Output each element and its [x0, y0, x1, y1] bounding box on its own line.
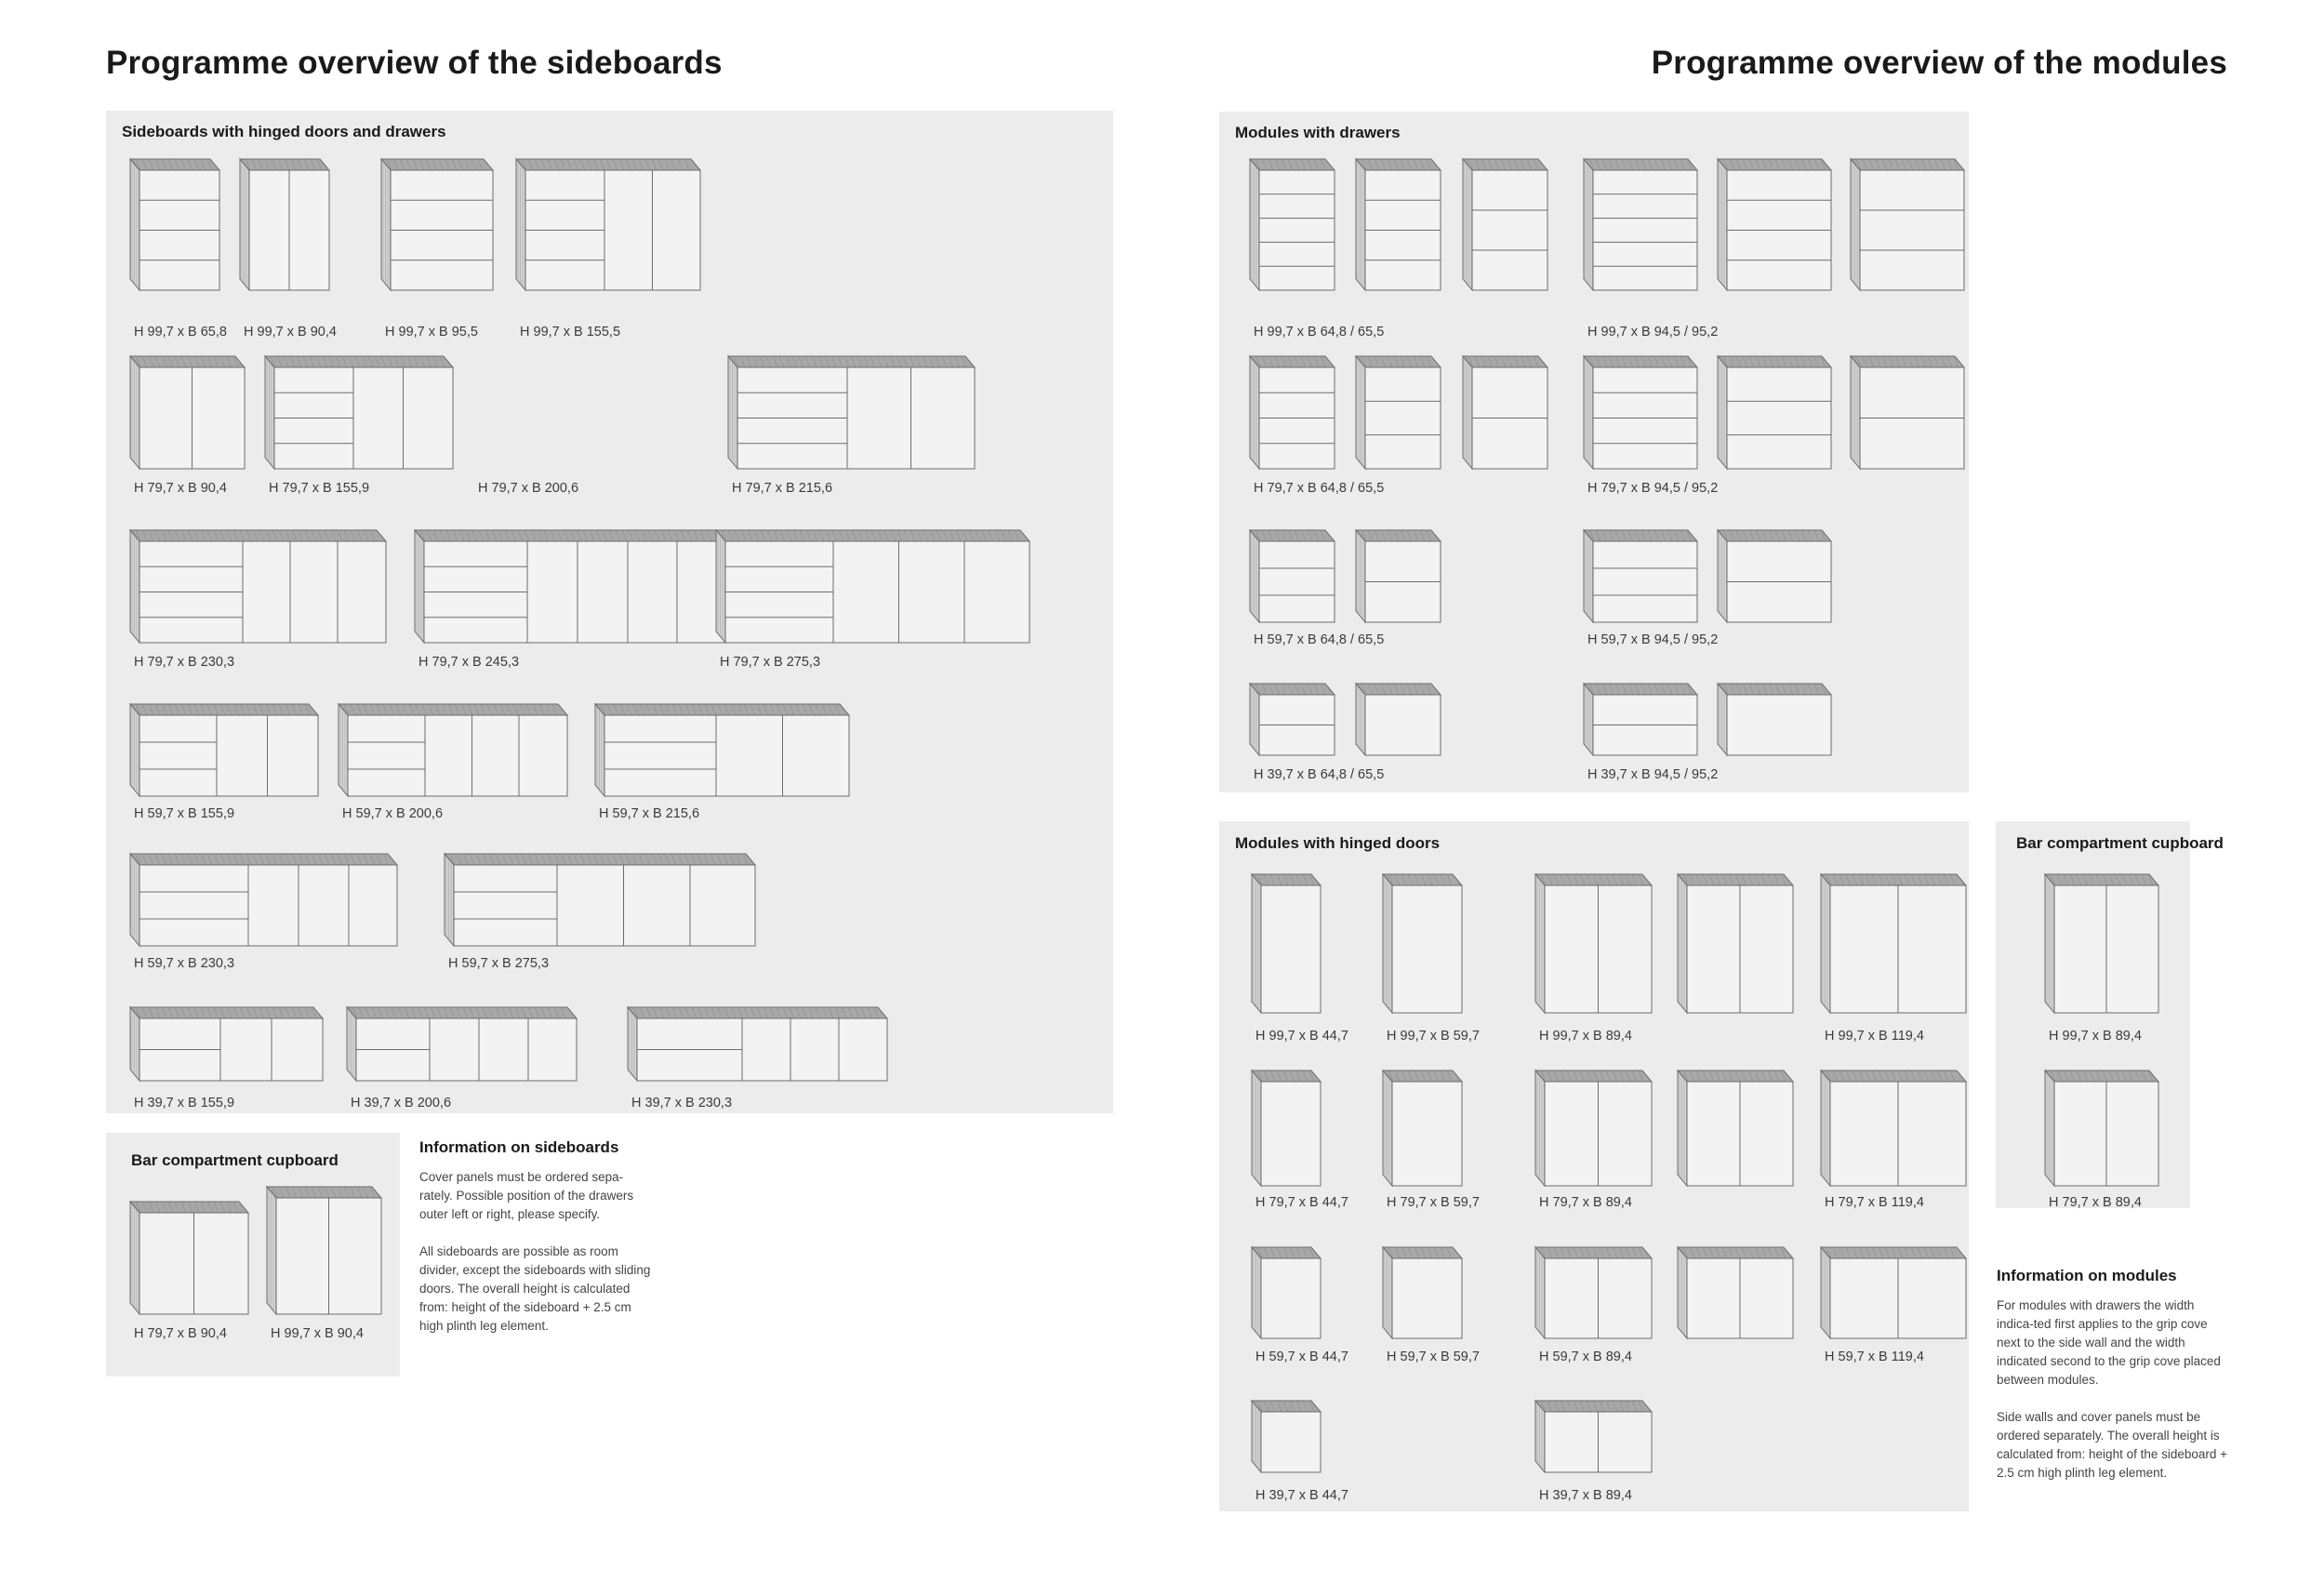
dimension-label: H 99,7 x B 94,5 / 95,2 — [1587, 325, 1719, 339]
sideboards-info — [419, 1138, 652, 1336]
furniture-drawing — [716, 530, 1031, 644]
furniture-drawing — [1250, 356, 1336, 470]
furniture-drawing — [1584, 684, 1699, 756]
furniture-drawing — [1535, 1070, 1653, 1187]
furniture-drawing — [1821, 1070, 1968, 1187]
panel-title: Bar compartment cupboard — [131, 1151, 339, 1169]
furniture-drawing — [1718, 530, 1833, 623]
dimension-label: H 99,7 x B 65,8 — [134, 325, 227, 339]
info-paragraph: Cover panels must be ordered sepa-rately. Possible position of the drawers outer left or right, please specify. — [419, 1170, 634, 1221]
furniture-drawing — [1356, 530, 1442, 623]
dimension-label: H 59,7 x B 94,5 / 95,2 — [1587, 632, 1719, 647]
furniture-drawing — [265, 356, 455, 470]
dimension-label: H 79,7 x B 275,3 — [720, 655, 821, 670]
furniture-drawing — [1718, 159, 1833, 291]
panel-title: Modules with drawers — [1235, 124, 1401, 141]
furniture-drawing — [445, 854, 757, 947]
furniture-drawing — [1463, 356, 1549, 470]
dimension-label: H 59,7 x B 200,6 — [342, 806, 444, 821]
dimension-label: H 39,7 x B 94,5 / 95,2 — [1587, 767, 1719, 782]
furniture-drawing — [1252, 874, 1322, 1014]
furniture-drawing — [130, 356, 246, 470]
dimension-label: H 99,7 x B 95,5 — [385, 325, 478, 339]
dimension-label: H 79,7 x B 200,6 — [478, 481, 579, 496]
furniture-drawing — [1678, 1070, 1795, 1187]
dimension-label: H 39,7 x B 44,7 — [1255, 1488, 1348, 1503]
panel-title: Bar compartment cupboard — [2016, 834, 2224, 852]
furniture-drawing — [381, 159, 495, 291]
modules-heading: Programme overview of the modules — [1651, 45, 2227, 81]
furniture-drawing — [1678, 874, 1795, 1014]
dimension-label: H 79,7 x B 245,3 — [418, 655, 520, 670]
dimension-label: H 79,7 x B 215,6 — [732, 481, 833, 496]
info-paragraph: Side walls and cover panels must be ordered separately. The overall height is calculated from: height of the sideboard + 2.5 cm high plinth leg element. — [1997, 1410, 2228, 1480]
dimension-label: H 59,7 x B 275,3 — [448, 956, 550, 971]
furniture-drawing — [1252, 1247, 1322, 1339]
dimension-label: H 79,7 x B 89,4 — [2049, 1195, 2142, 1210]
dimension-label: H 79,7 x B 59,7 — [1387, 1195, 1480, 1210]
dimension-label: H 59,7 x B 155,9 — [134, 806, 235, 821]
furniture-drawing — [1584, 356, 1699, 470]
furniture-drawing — [130, 530, 388, 644]
furniture-drawing — [516, 159, 702, 291]
furniture-drawing — [130, 1007, 325, 1082]
dimension-label: H 79,7 x B 89,4 — [1539, 1195, 1632, 1210]
furniture-drawing — [1252, 1401, 1322, 1473]
furniture-drawing — [1535, 1401, 1653, 1473]
furniture-drawing — [1678, 1247, 1795, 1339]
furniture-drawing — [1535, 874, 1653, 1014]
dimension-label: H 39,7 x B 230,3 — [631, 1096, 733, 1110]
dimension-label: H 99,7 x B 44,7 — [1255, 1029, 1348, 1044]
dimension-label: H 79,7 x B 90,4 — [134, 1326, 227, 1341]
furniture-drawing — [728, 356, 976, 470]
panel-title: Sideboards with hinged doors and drawers — [122, 123, 446, 140]
dimension-label: H 59,7 x B 89,4 — [1539, 1350, 1632, 1364]
dimension-label: H 59,7 x B 64,8 / 65,5 — [1254, 632, 1385, 647]
furniture-drawing — [1383, 1247, 1464, 1339]
dimension-label: H 99,7 x B 90,4 — [244, 325, 337, 339]
modules-info — [1997, 1267, 2229, 1483]
furniture-drawing — [1584, 530, 1699, 623]
furniture-drawing — [1250, 530, 1336, 623]
furniture-drawing — [1383, 1070, 1464, 1187]
furniture-drawing — [130, 854, 399, 947]
dimension-label: H 79,7 x B 94,5 / 95,2 — [1587, 481, 1719, 496]
furniture-drawing — [1356, 159, 1442, 291]
dimension-label: H 39,7 x B 155,9 — [134, 1096, 235, 1110]
furniture-drawing — [1252, 1070, 1322, 1187]
furniture-drawing — [1821, 874, 1968, 1014]
furniture-drawing — [1356, 684, 1442, 756]
dimension-label: H 79,7 x B 44,7 — [1255, 1195, 1348, 1210]
furniture-drawing — [628, 1007, 889, 1082]
sideboards-heading: Programme overview of the sideboards — [106, 45, 723, 81]
info-title: Information on sideboards — [419, 1138, 619, 1156]
dimension-label: H 59,7 x B 119,4 — [1825, 1350, 1924, 1364]
dimension-label: H 99,7 x B 89,4 — [1539, 1029, 1632, 1044]
dimension-label: H 59,7 x B 230,3 — [134, 956, 235, 971]
dimension-label: H 39,7 x B 200,6 — [351, 1096, 452, 1110]
dimension-label: H 99,7 x B 64,8 / 65,5 — [1254, 325, 1385, 339]
furniture-drawing — [1718, 356, 1833, 470]
dimension-label: H 59,7 x B 44,7 — [1255, 1350, 1348, 1364]
furniture-drawing — [339, 704, 569, 797]
furniture-drawing — [267, 1187, 383, 1315]
dimension-label: H 79,7 x B 90,4 — [134, 481, 227, 496]
dimension-label: H 99,7 x B 90,4 — [271, 1326, 364, 1341]
furniture-drawing — [1851, 159, 1966, 291]
info-paragraph: All sideboards are possible as room divider, except the sideboards with sliding doors. The overall height is calculated from: height of the sideboard + 2.5 cm high plinth leg element. — [419, 1244, 651, 1333]
dimension-label: H 99,7 x B 155,5 — [520, 325, 621, 339]
furniture-drawing — [130, 704, 320, 797]
dimension-label: H 39,7 x B 64,8 / 65,5 — [1254, 767, 1385, 782]
furniture-drawing — [130, 1202, 250, 1315]
info-paragraph: For modules with drawers the width indica-ted first applies to the grip cove next to the side wall and the width indicated second to the grip cove placed between modules. — [1997, 1298, 2221, 1387]
furniture-drawing — [1821, 1247, 1968, 1339]
dimension-label: H 79,7 x B 64,8 / 65,5 — [1254, 481, 1385, 496]
dimension-label: H 39,7 x B 89,4 — [1539, 1488, 1632, 1503]
furniture-drawing — [1851, 356, 1966, 470]
dimension-label: H 59,7 x B 59,7 — [1387, 1350, 1480, 1364]
dimension-label: H 99,7 x B 89,4 — [2049, 1029, 2142, 1044]
dimension-label: H 99,7 x B 59,7 — [1387, 1029, 1480, 1044]
furniture-drawing — [130, 159, 221, 291]
furniture-drawing — [1250, 684, 1336, 756]
furniture-drawing — [240, 159, 331, 291]
furniture-drawing — [415, 530, 728, 644]
dimension-label: H 79,7 x B 230,3 — [134, 655, 235, 670]
dimension-label: H 59,7 x B 215,6 — [599, 806, 700, 821]
furniture-drawing — [1383, 874, 1464, 1014]
info-title: Information on modules — [1997, 1267, 2177, 1284]
furniture-drawing — [595, 704, 851, 797]
panel-title: Modules with hinged doors — [1235, 834, 1441, 852]
dimension-label: H 99,7 x B 119,4 — [1825, 1029, 1924, 1044]
furniture-drawing — [1535, 1247, 1653, 1339]
furniture-drawing — [1463, 159, 1549, 291]
furniture-drawing — [1584, 159, 1699, 291]
furniture-drawing — [2045, 1070, 2160, 1187]
furniture-drawing — [1356, 356, 1442, 470]
dimension-label: H 79,7 x B 119,4 — [1825, 1195, 1924, 1210]
furniture-drawing — [2045, 874, 2160, 1014]
furniture-drawing — [347, 1007, 578, 1082]
dimension-label: H 79,7 x B 155,9 — [269, 481, 370, 496]
furniture-drawing — [1718, 684, 1833, 756]
furniture-drawing — [1250, 159, 1336, 291]
